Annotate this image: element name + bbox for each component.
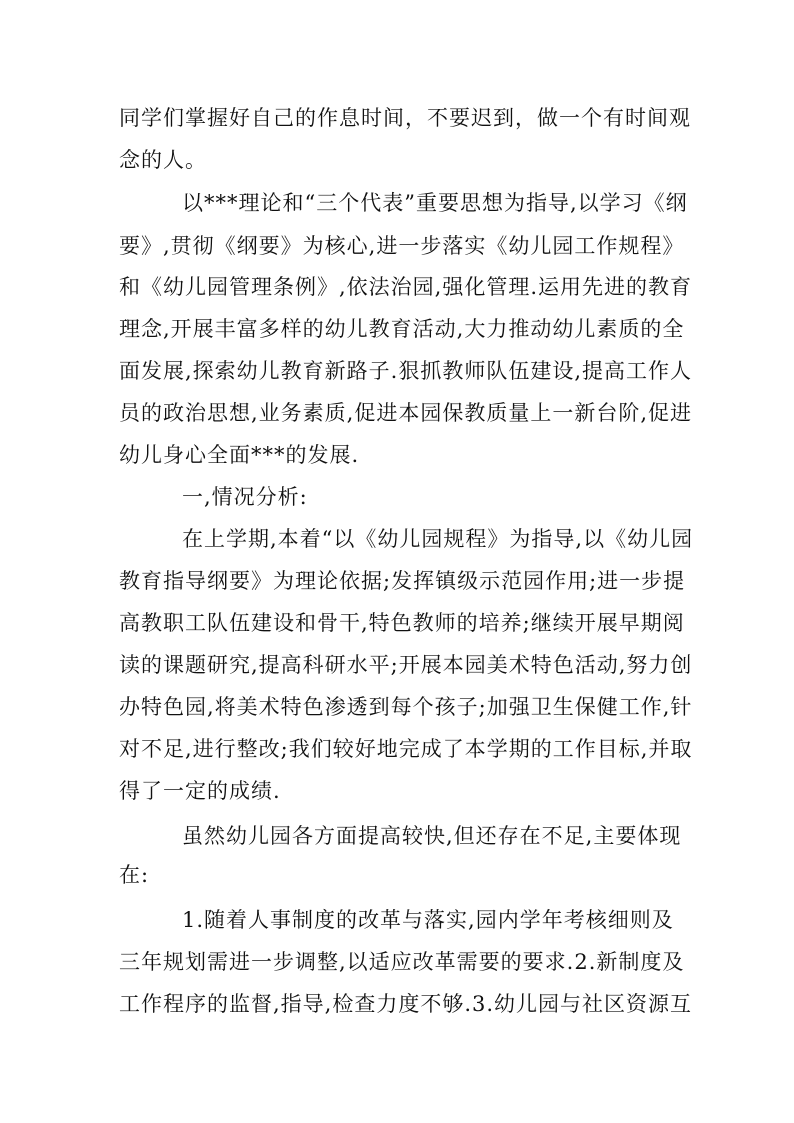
text-line: 三年规划需进一步调整,以适应改革需要的要求.2.新制度及 xyxy=(119,950,685,974)
text-line: 高教职工队伍建设和骨干,特色教师的培养;继续开展早期阅 xyxy=(119,611,685,635)
text-line: 员的政治思想,业务素质,促进本园保教质量上一新台阶,促进 xyxy=(119,401,693,425)
text-line: 1.随着人事制度的改革与落实,园内学年考核细则及 xyxy=(182,908,674,932)
text-line: 念的人。 xyxy=(119,148,207,172)
section-heading: 一,情况分析: xyxy=(182,485,308,509)
text-line: 以***理论和“三个代表”重要思想为指导,以学习《纲 xyxy=(182,191,688,215)
text-line: 面发展,探索幼儿教育新路子.狠抓教师队伍建设,提高工作人 xyxy=(119,359,693,383)
text-line: 幼儿身心全面***的发展. xyxy=(119,443,360,467)
text-line: 工作程序的监督,指导,检查力度不够.3.幼儿园与社区资源互 xyxy=(119,992,693,1016)
text-line: 要》,贯彻《纲要》为核心,进一步落实《幼儿园工作规程》 xyxy=(119,234,685,258)
text-line: 得了一定的成绩. xyxy=(119,779,281,803)
text-line: 在上学期,本着“以《幼儿园规程》为指导,以《幼儿园 xyxy=(182,527,694,551)
text-line: 在: xyxy=(119,863,150,887)
text-line: 读的课题研究,提高科研水平;开展本园美术特色活动,努力创 xyxy=(119,653,693,677)
text-line: 和《幼儿园管理条例》,依法治园,强化管理.运用先进的教育 xyxy=(119,275,693,299)
text-line: 教育指导纲要》为理论依据;发挥镇级示范园作用;进一步提 xyxy=(119,569,686,593)
text-line: 同学们掌握好自己的作息时间，不要迟到，做一个有时间观 xyxy=(119,106,691,130)
text-line: 理念,开展丰富多样的幼儿教育活动,大力推动幼儿素质的全 xyxy=(119,317,685,341)
text-line: 对不足,进行整改;我们较好地完成了本学期的工作目标,并取 xyxy=(119,737,693,761)
text-line: 虽然幼儿园各方面提高较快,但还存在不足,主要体现 xyxy=(182,824,682,848)
text-line: 办特色园,将美术特色渗透到每个孩子;加强卫生保健工作,针 xyxy=(119,695,693,719)
